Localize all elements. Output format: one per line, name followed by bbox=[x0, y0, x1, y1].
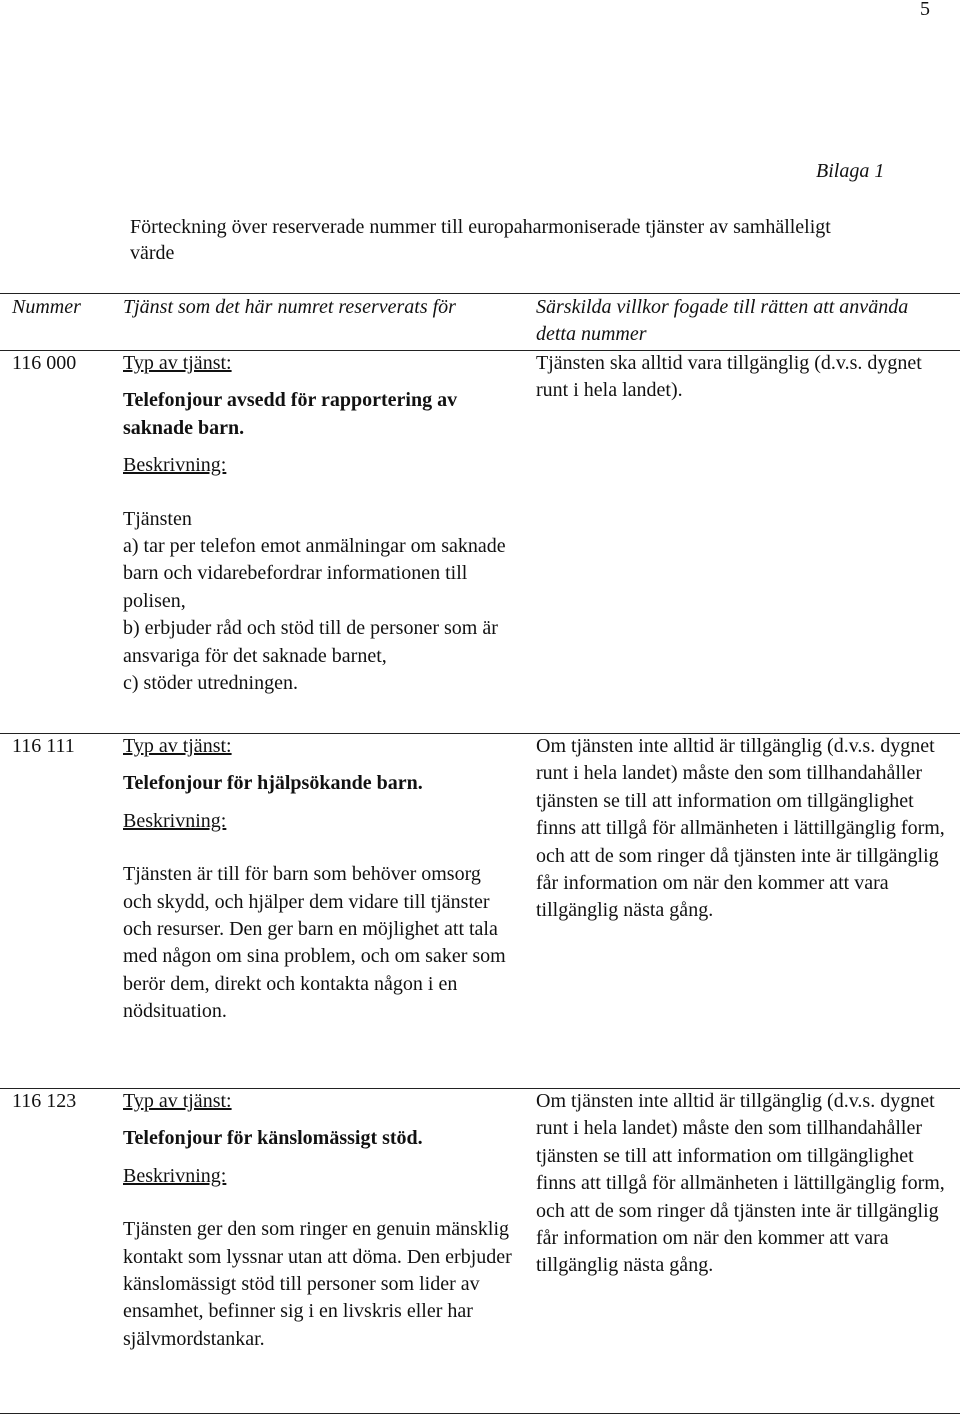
row-number: 116 123 bbox=[12, 1090, 77, 1112]
header-conditions: Särskilda villkor fogade till rätten att använda detta nummer bbox=[536, 296, 909, 346]
description-item-b: b) erbjuder råd och stöd till de personer som är ansvariga för det saknade barnet, bbox=[123, 617, 498, 667]
row-conditions: Tjänsten ska alltid vara tillgänglig (d.v.s. dygnet runt i hela landet). bbox=[536, 352, 922, 402]
header-service: Tjänst som det här numret reserverats för bbox=[123, 296, 456, 318]
annex-label: Bilaga 1 bbox=[816, 160, 885, 182]
description-text: Tjänsten ger den som ringer en genuin mänsklig kontakt som lyssnar utan att döma. Den erbjuder känslomässigt stöd till personer som lider av ensamhet, befinner sig i en livskris eller har självmordstankar. bbox=[123, 1218, 512, 1350]
document-title: Förteckning över reserverade nummer till europaharmoniserade tjänster av samhälleligt värde bbox=[130, 216, 831, 264]
table-bottom-rule bbox=[0, 1413, 960, 1414]
row-number: 116 000 bbox=[12, 352, 77, 374]
description-label: Beskrivning: bbox=[123, 809, 227, 832]
service-name: Telefonjour för hjälpsökande barn. bbox=[123, 772, 423, 795]
service-name: Telefonjour avsedd för rapportering av saknade barn. bbox=[123, 389, 458, 439]
service-type-label: Typ av tjänst: bbox=[123, 735, 232, 757]
row-service bbox=[123, 1088, 513, 1353]
page-number: 5 bbox=[920, 0, 930, 20]
row-service bbox=[123, 733, 513, 1026]
description-label: Beskrivning: bbox=[123, 454, 227, 477]
row-conditions: Om tjänsten inte alltid är tillgänglig (d.v.s. dygnet runt i hela landet) måste den som tillhandahåller tjänsten se till att information om tillgänglighet finns att tillgå för allmänheten i lättillgänglig form, och att de som ringer då tjänsten inte är tillgänglig får information om när den kommer att vara tillgänglig nästa gång. bbox=[536, 1090, 945, 1277]
row-conditions: Om tjänsten inte alltid är tillgänglig (d.v.s. dygnet runt i hela landet) måste den som tillhandahåller tjänsten se till att information om tillgänglighet finns att tillgå för allmänheten i lättillgänglig form, och att de som ringer då tjänsten inte är tillgänglig får information om när den kommer att vara tillgänglig nästa gång. bbox=[536, 735, 945, 922]
description-intro: Tjänsten bbox=[123, 507, 192, 530]
row-service bbox=[123, 350, 513, 697]
service-type-label: Typ av tjänst: bbox=[123, 352, 232, 374]
description-item-a: a) tar per telefon emot anmälningar om saknade barn och vidarebefordrar informationen till polisen, bbox=[123, 535, 506, 612]
service-type-label: Typ av tjänst: bbox=[123, 1090, 232, 1112]
row-number: 116 111 bbox=[12, 735, 75, 757]
service-name: Telefonjour för känslomässigt stöd. bbox=[123, 1127, 423, 1150]
header-number: Nummer bbox=[12, 296, 81, 318]
description-text: Tjänsten är till för barn som behöver omsorg och skydd, och hjälper dem vidare till tjänster och resurser. Den ger barn en möjlighet att tala med någon om sina problem, och om saker som berör dem, direkt och kontakta någon i en nödsituation. bbox=[123, 863, 506, 1023]
description-label: Beskrivning: bbox=[123, 1164, 227, 1187]
description-item-c: c) stöder utredningen. bbox=[123, 672, 298, 695]
